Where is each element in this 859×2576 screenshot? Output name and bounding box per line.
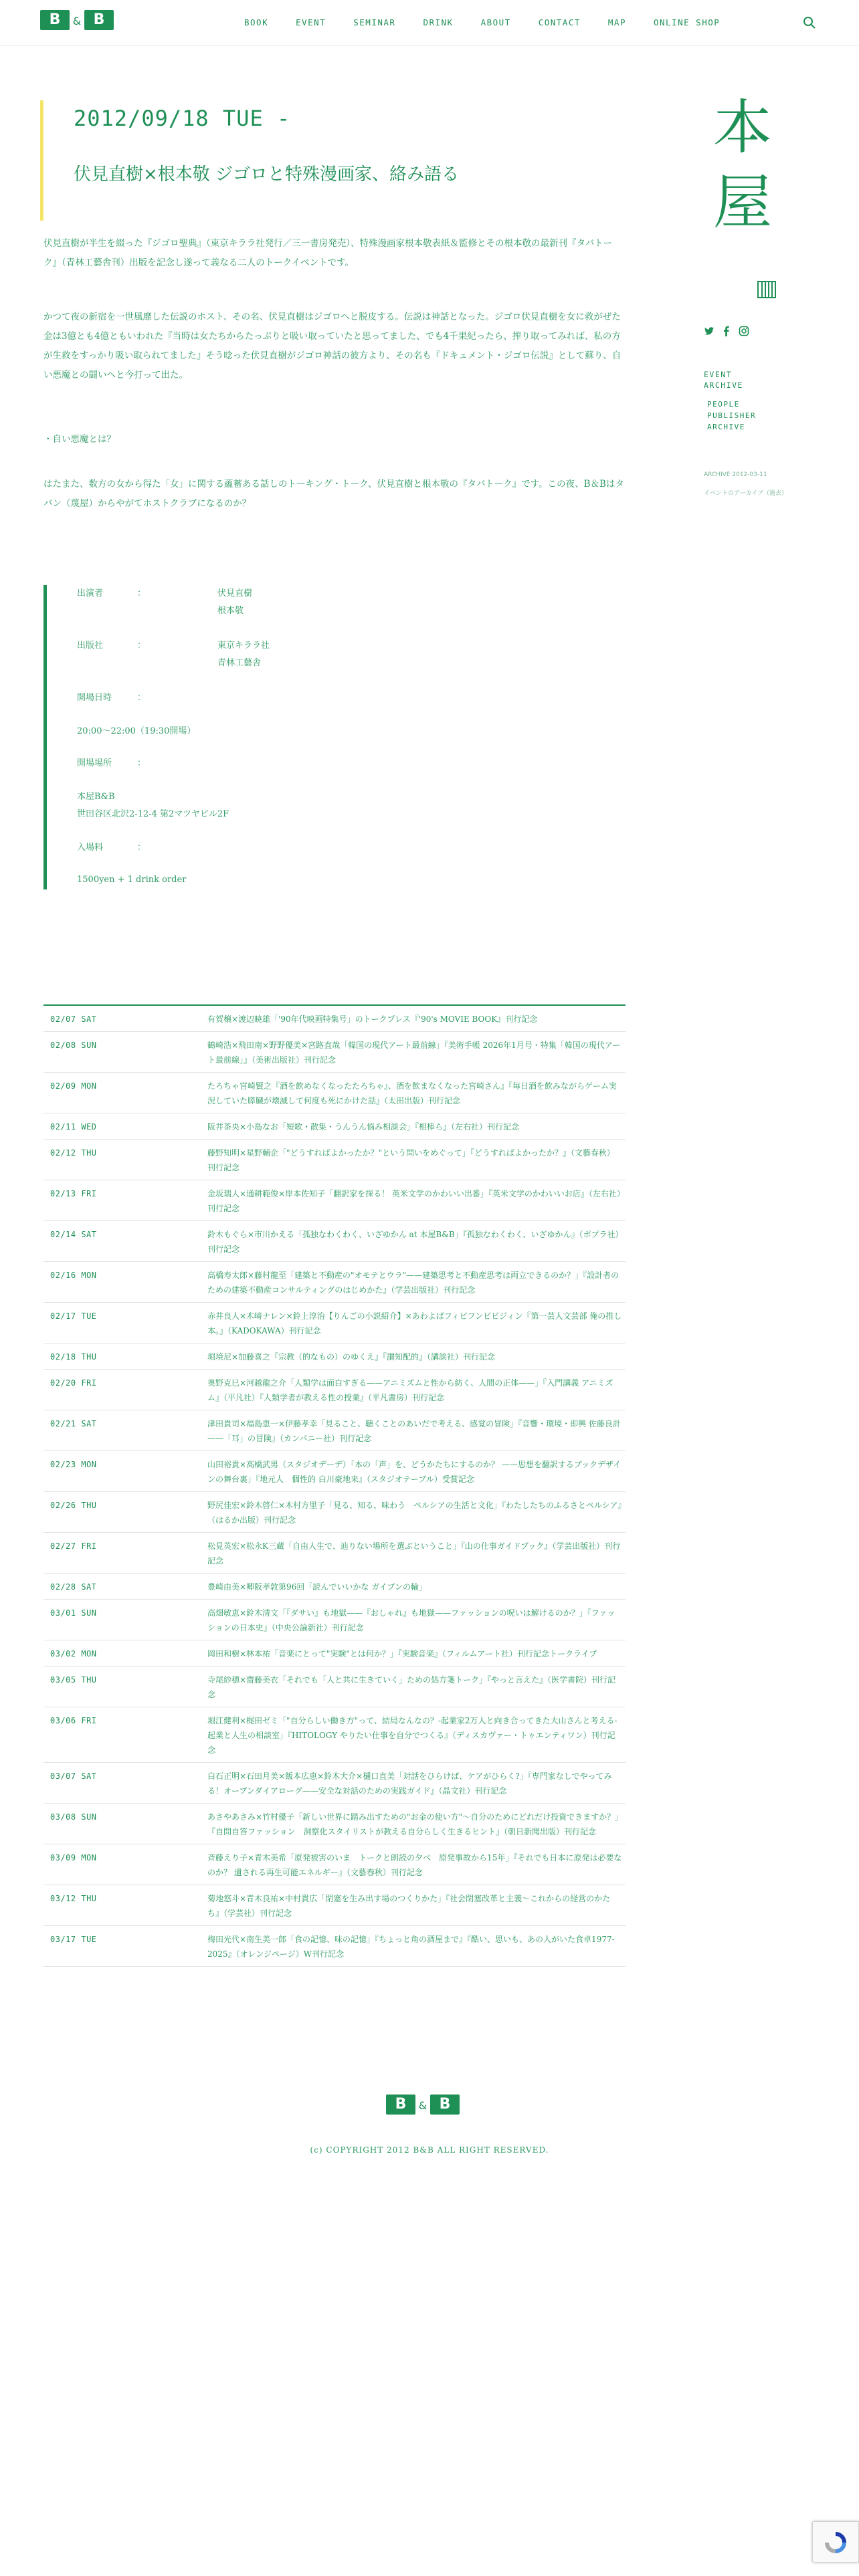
colon: ： (137, 843, 147, 853)
schedule-row[interactable] (43, 1140, 626, 1180)
schedule-title[interactable]: 豊崎由美×卿阪孝敦第96回「読んでいいかな ガイブンの輪」 (207, 1582, 427, 1592)
schedule-date: 02/23 MON (50, 1460, 97, 1469)
schedule-date: 02/08 SUN (50, 1041, 97, 1050)
fee-label: 入場料 (77, 843, 104, 853)
schedule-row[interactable] (43, 1032, 626, 1073)
schedule-title[interactable]: 高畑敏恵×鈴木清文「『ダサい』も地獄——『おしゃれ』も地獄——ファッションの呪いは解けるのか？」『ファッションの日本史』（中央公論新社）刊行記念 (207, 1608, 615, 1632)
schedule-date: 03/01 SUN (50, 1608, 97, 1618)
nav-book[interactable]: BOOK (244, 17, 269, 27)
archive-item-people[interactable]: PEOPLE (707, 400, 740, 409)
schedule-date: 03/06 FRI (50, 1716, 97, 1725)
archive-heading-line-2: ARCHIVE (704, 381, 743, 390)
schedule-title[interactable]: 松見英宏×松永K三蔵「自由人生で、辿りない場所を選ぶということ」『山の仕事ガイドブック』（学芸出版社）刊行記念 (207, 1541, 621, 1566)
place-address: 世田谷区北沢2-12-4 第2マツヤビル2F (77, 809, 229, 819)
colon: ： (137, 588, 147, 599)
schedule-row[interactable] (43, 1370, 626, 1410)
event-info-box (43, 585, 626, 889)
schedule-title[interactable]: 斉藤えり子×青木美希「原発被害のいま トークと朗読の夕べ 原発事故から15年」『それでも日本に原発は必要なのか？ 遺される再生可能エネルギー』（文藝春秋）刊行記念 (207, 1853, 622, 1877)
schedule-title[interactable]: 梅田光代×南生美一郎「食の記憶、味の記憶」『ちょっと角の酒屋まで』『酷い、思いも、あの人がいた食卓1977-2025』（オレンジページ）W刊行記念 (207, 1935, 615, 1959)
schedule-date: 02/09 MON (50, 1081, 97, 1091)
schedule-date: 02/14 SAT (50, 1230, 97, 1239)
fee-value: 1500yen + 1 drink order (77, 875, 187, 885)
main-nav (244, 17, 720, 27)
schedule-row[interactable] (43, 1221, 626, 1262)
logo-ampersand: & (72, 15, 82, 27)
publisher-2: 青林工藝舎 (217, 658, 262, 668)
colon: ： (137, 641, 147, 651)
schedule-date: 03/12 THU (50, 1894, 97, 1903)
sidebar-small-text-1[interactable]: ARCHIVE 2012-03-11 (704, 471, 767, 478)
schedule-date: 03/17 TUE (50, 1935, 97, 1944)
schedule-title[interactable]: 山田裕貴×高橋武男（スタジオデーデ）「本の「声」を、どうかたちにするのか？ ——思想を翻訳するブックデザインの舞台裏」『地元人 個性的 白川豪地来』（スタジオテーブル）受賞記念 (207, 1460, 622, 1484)
footer-logo-b-right: B (430, 2095, 460, 2115)
schedule-title[interactable]: 野尻佳宏×鈴木啓仁×木村方里子「見る、知る、味わう ペルシアの生活と文化」『わたしたちのふるさとペルシア』（はるか出版）刊行記念 (207, 1501, 622, 1525)
publisher-label: 出版社 (77, 641, 104, 651)
performer-1: 伏見直樹 (217, 588, 253, 599)
footer-logo-ampersand: & (418, 2099, 427, 2112)
schedule-date: 03/09 MON (50, 1853, 97, 1862)
logo-b-right: B (84, 10, 114, 30)
schedule-date: 02/11 WED (50, 1122, 97, 1132)
event-header (40, 100, 622, 221)
schedule-title[interactable]: 有賀穣×渡辺暁雄「'90年代映画特集号」のトークプレス『'90's MOVIE BOOK』刊行記念 (207, 1014, 538, 1024)
schedule-row[interactable] (43, 1344, 626, 1370)
schedule-row[interactable] (43, 1410, 626, 1451)
event-archive-heading (704, 369, 743, 391)
schedule-date: 03/02 MON (50, 1649, 97, 1658)
schedule-row[interactable] (43, 1073, 626, 1113)
schedule-title[interactable]: 津田貴司×福島恵一×伊藤孝幸「見ること、聴くことのあいだで考える、感覚の冒険」『音響・環境・即興 佐藤良計——「耳」の冒険』（カンパニー社）刊行記念 (207, 1419, 621, 1443)
performer-2: 根本敬 (217, 606, 244, 616)
schedule-date: 02/26 THU (50, 1501, 97, 1510)
archive-heading-line-1: EVENT (704, 370, 733, 379)
instagram-icon[interactable] (739, 326, 749, 336)
schedule-title[interactable]: 寺尾紗穂×齋藤美衣「それでも「人と共に生きていく」ための処方箋トーク」『やっと言えた』（医学書院）刊行記念 (207, 1675, 616, 1699)
schedule-title[interactable]: 菊地悠斗×青木良祐×中村貴広「閉塞を生み出す場のつくりかた」『社会閉塞改革と主義〜これからの経営のかたち』（学芸社）刊行記念 (207, 1894, 611, 1918)
schedule-row[interactable] (43, 1926, 626, 1967)
place-label: 開場場所 (77, 758, 112, 768)
schedule-title[interactable]: 鶴崎浩×飛田南×野野優美×宮路直哉「韓国の現代アート最前線」『美術手帳 2026年1月号・特集「韓国の現代アート最前線」』（美術出版社）刊行記念 (207, 1041, 621, 1065)
sidebar-title: 本屋 (712, 93, 772, 237)
schedule-row[interactable] (43, 1262, 626, 1303)
nav-about[interactable]: ABOUT (480, 17, 511, 27)
event-paragraph: かつて夜の新宿を一世風靡した伝説のホスト、その名、伏見直樹はジゴロへと脱皮する。伝説は神話となった。ジゴロ伏見直樹を女に救がぜた金は3億とも4億ともいわれた『当時は女たちからたっぷりと吸い取っていたと思ってました、でも4千果紀ったら、搾り取ってみれば、私の方が生救をすっかり吸い取られてました』そう唸った伏見直樹がジゴロ神話の彼方より、その名も『ドキュメント・ジゴロ伝説』として蘇り、自い悪魔との闘いへと今打って出た。 (43, 312, 622, 381)
schedule-date: 02/21 SAT (50, 1419, 97, 1428)
archive-item-publisher[interactable]: PUBLISHER (707, 411, 757, 420)
schedule-row[interactable] (43, 1640, 626, 1667)
schedule-title[interactable]: 岡田和樹×林本祐「音楽にとって"実験"とは何か？」『実験音楽』（フィルムアート社）刊行記念トークライブ (207, 1649, 597, 1658)
schedule-date: 02/07 SAT (50, 1014, 97, 1024)
schedule-date: 03/08 SUN (50, 1812, 97, 1822)
event-date: 2012/09/18 TUE - (74, 106, 291, 131)
schedule-date: 02/13 FRI (50, 1189, 97, 1198)
recaptcha-badge[interactable] (812, 2521, 859, 2563)
performers-label: 出演者 (77, 588, 104, 599)
place-name: 本屋B&B (77, 792, 115, 802)
nav-online-shop[interactable]: ONLINE SHOP (653, 17, 721, 27)
site-logo[interactable] (40, 10, 127, 30)
archive-list (707, 399, 756, 433)
schedule-title[interactable]: たろちゃ宮崎賢之『酒を飲めなくなったたろちゃ』、酒を飲まなくなった宮崎さん』『毎日酒を飲みながらゲーム実況していた膵臓が壊滅して何度も死にかけた話』（太田出版）刊行記念 (207, 1081, 617, 1105)
schedule-title[interactable]: 鈴木もぐら×市川かえる「孤独なわくわく、いざゆかん at 本屋B&B」『孤独なわくわく、いざゆかん』（ポプラ社）刊行記念 (207, 1230, 619, 1254)
event-paragraph: ・自い悪魔とは？ (43, 434, 116, 445)
schedule-row[interactable] (43, 1804, 626, 1844)
schedule-row[interactable] (43, 1600, 626, 1640)
schedule-title[interactable]: 金坂瑞人×通耕範俊×岸本佐知子「翻訳家を探る！ 英米文学のかわいい出番」『英米文学のかわいいお店』（左右社）刊行記念 (207, 1189, 621, 1213)
schedule-row[interactable] (43, 1006, 626, 1032)
nav-map[interactable]: MAP (607, 17, 626, 27)
schedule-date: 02/27 FRI (50, 1541, 97, 1551)
copyright: (c) COPYRIGHT 2012 B&B ALL RIGHT RESERVED. (310, 2145, 549, 2155)
schedule-date: 03/05 THU (50, 1675, 97, 1685)
twitter-icon[interactable] (704, 326, 714, 336)
schedule-title[interactable]: 奥野克巳×河越龍之介「人類学は面白すぎる——アニミズムと性から紡く、人間の正体——」『入門講義 アニミズム』（平凡社）『人類学者が教える性の授業』（平凡書房）刊行記念 (207, 1378, 613, 1402)
schedule-row[interactable] (43, 1763, 626, 1804)
schedule-row[interactable] (43, 1885, 626, 1926)
schedule-title[interactable]: 白石正明×石田月美×飯本広恵×鈴木大介×樋口直美「対話をひらけば、ケアがひらく?」『専門家なしでやってみる！オープンダイアローグ——安全な対話のための実践ガイド』（晶文社）刊行記念 (207, 1772, 612, 1796)
schedule-row[interactable] (43, 1113, 626, 1140)
schedule-row[interactable] (43, 1667, 626, 1707)
schedule-title[interactable]: 堀江健利×梶田ゼミ「"自分らしい働き方"って、結局なんなの？-起業家2万人と向き合ってきた大山さんと考える-起業と人生の相談室」『HITOLOGY やりたい仕事を自分でつくる』（ディスカヴァー・トゥエンティワン）刊行記念 (207, 1716, 617, 1755)
footer-logo-b-left: B (386, 2095, 415, 2115)
schedule-row[interactable] (43, 1303, 626, 1344)
schedule-date: 02/28 SAT (50, 1582, 97, 1592)
schedule-row[interactable] (43, 1844, 626, 1885)
datetime-value: 20:00～22:00（19:30開場） (77, 726, 196, 736)
event-title: 伏見直樹×根本敬 ジゴロと特殊漫画家、絡み語る (74, 165, 460, 185)
schedule-date: 02/18 THU (50, 1352, 97, 1362)
event-paragraph: 伏見直樹が半生を綴った『ジゴロ聖典』（東京キララ社発行／三一書房発売）、特殊漫画家根本敬表紙＆監修とその根本敬の最新刊『タバトーク』（青林工藝舎刊）出版を記念し遂って義なる二人のトークイベントです。 (43, 238, 613, 268)
event-schedule-list (43, 1004, 626, 1967)
nav-contact[interactable]: CONTACT (538, 17, 581, 27)
facebook-icon[interactable] (721, 326, 732, 336)
datetime-label: 開場日時 (77, 693, 112, 703)
colon: ： (137, 693, 147, 703)
schedule-title[interactable]: あさやあさみ×竹村優子「新しい世界に踏み出すための"お金の使い方"〜自分のためにどれだけ投資できますか？」『自問自答ファッション 洞察化スタイリストが教える自分らしく生きるヒント』（朝日新聞出版）刊行記念 (207, 1812, 619, 1836)
schedule-date: 02/17 TUE (50, 1311, 97, 1321)
recaptcha-icon (822, 2529, 849, 2556)
nav-drink[interactable]: DRINK (423, 17, 454, 27)
schedule-title[interactable]: 藤野知明×星野輔企「"どうすればよかったか？"という問いをめぐって」『どうすればよかったか？』（文藝春秋）刊行記念 (207, 1148, 615, 1172)
schedule-row[interactable] (43, 1533, 626, 1574)
schedule-row[interactable] (43, 1492, 626, 1533)
schedule-date: 02/12 THU (50, 1148, 97, 1158)
schedule-date: 02/16 MON (50, 1271, 97, 1280)
logo-b-left: B (40, 10, 70, 30)
bookshelf-icon (757, 281, 776, 298)
search-icon[interactable] (803, 16, 816, 29)
schedule-title[interactable]: 阪井茶央×小島なお「短歌・散集・うんうん悩み相談会」『相棒ら』（左右社）刊行記念 (207, 1122, 520, 1132)
archive-item-archive[interactable]: ARCHIVE (707, 423, 745, 431)
colon: ： (137, 758, 147, 768)
schedule-row[interactable] (43, 1574, 626, 1600)
schedule-title[interactable]: 赤井良人×木﨑ナレン×鈴上淳治【りんごの小説紹介】×あわよばフィビフンビビジィン『第一芸人文芸部 俺の推し本。』（KADOKAWA）刊行記念 (207, 1311, 622, 1335)
nav-seminar[interactable]: SEMINAR (353, 17, 396, 27)
schedule-title[interactable]: 堀境尼×加藤喜之『宗教（的なもの）のゆくえ』『讃知配的』（講談社）刊行記念 (207, 1352, 496, 1362)
schedule-row[interactable] (43, 1451, 626, 1492)
schedule-date: 03/07 SAT (50, 1772, 97, 1781)
social-links (704, 326, 749, 336)
site-header (0, 0, 859, 45)
schedule-title[interactable]: 高橋寿太郎×藤村龍至「建築と不動産の"オモテとウラ"——建築思考と不動産思考は両立できるのか？」『設計者のための建築不動産コンサルティングのはじめかた』（学芸出版社）刊行記念 (207, 1271, 619, 1295)
nav-event[interactable]: EVENT (296, 17, 326, 27)
footer-logo[interactable] (386, 2095, 473, 2115)
schedule-date: 02/20 FRI (50, 1378, 97, 1388)
publisher-1: 東京キララ社 (217, 641, 270, 651)
sidebar-small-text-2[interactable]: イベントのアーカイブ（過去） (704, 490, 788, 497)
schedule-row[interactable] (43, 1180, 626, 1221)
schedule-row[interactable] (43, 1707, 626, 1763)
event-paragraph: はたまた、数方の女から得た「女」に関する蘊蓄ある話しのトーキング・トーク、伏見直樹と根本敬の『タバトーク』です。この夜、B＆Bはタバン（蔑屋）からやがてホストクラブになるのか？ (43, 479, 624, 509)
